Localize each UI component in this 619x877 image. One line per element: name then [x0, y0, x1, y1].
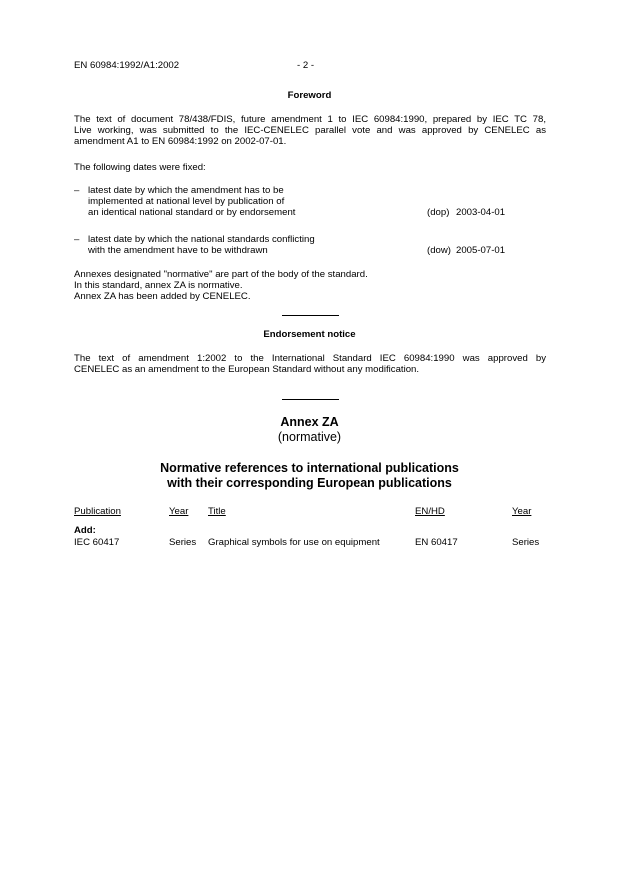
bullet-dash: – [74, 185, 80, 196]
annex-subtitle: (normative) [277, 430, 342, 444]
col-header-title: Title [208, 506, 226, 517]
section-divider [282, 399, 339, 400]
endorsement-line: The text of amendment 1:2002 to the International Standard IEC 60984:1990 was approved by [74, 353, 546, 364]
date-item-dow [74, 234, 546, 257]
foreword-intro-line: amendment A1 to EN 60984:1992 on 2002-07-01. [74, 136, 287, 148]
add-label: Add: [74, 525, 96, 536]
annex-note-line: In this standard, annex ZA is normative. [74, 280, 243, 292]
col-header-enhd: EN/HD [415, 506, 445, 517]
cell-title: Graphical symbols for use on equipment [208, 537, 380, 548]
date-item-line: an identical national standard or by endorsement [88, 207, 296, 219]
references-title [0, 461, 619, 490]
date-item-dop [74, 185, 546, 219]
document-id: EN 60984:1992/A1:2002 [74, 60, 180, 71]
endorsement-line: CENELEC as an amendment to the European Standard without any modification. [74, 364, 420, 376]
date-item-line: latest date by which the amendment has to be [88, 185, 284, 196]
cell-publication: IEC 60417 [74, 537, 120, 548]
dates-intro: The following dates were fixed: [74, 162, 206, 173]
cell-year: Series [169, 537, 197, 548]
references-title-line: Normative references to international publications [160, 461, 459, 475]
col-header-year2: Year [512, 506, 532, 517]
date-item-line: latest date by which the national standards conflicting [88, 234, 315, 245]
dop-date: 2003-04-01 [456, 207, 506, 218]
dop-label: (dop) [427, 207, 450, 218]
references-title-line: with their corresponding European publications [167, 475, 452, 490]
foreword-intro-line: The text of document 78/438/FDIS, future amendment 1 to IEC 60984:1990, prepared by IEC TC 78, [74, 114, 546, 125]
cell-enhd: EN 60417 [415, 537, 458, 548]
date-item-line: implemented at national level by publication of [88, 196, 285, 208]
dow-date: 2005-07-01 [456, 245, 506, 256]
section-divider [282, 315, 339, 316]
page-number: - 2 - [297, 60, 315, 71]
dow-label: (dow) [427, 245, 451, 256]
bullet-dash: – [74, 234, 80, 245]
col-header-year: Year [169, 506, 189, 517]
foreword-heading: Foreword [287, 90, 332, 101]
date-item-line: with the amendment have to be withdrawn [88, 245, 268, 257]
annex-note-line: Annexes designated "normative" are part of the body of the standard. [74, 269, 368, 280]
cell-year2: Series [512, 537, 540, 548]
annex-title: Annex ZA [280, 415, 339, 429]
col-header-publication: Publication [74, 506, 121, 517]
endorsement-text [74, 353, 546, 375]
annex-note [74, 269, 546, 303]
foreword-intro [74, 114, 546, 148]
endorsement-heading: Endorsement notice [263, 329, 356, 340]
foreword-intro-line: Live working, was submitted to the IEC-CENELEC parallel vote and was approved by CENELEC as [74, 125, 546, 137]
annex-note-line: Annex ZA has been added by CENELEC. [74, 291, 251, 303]
